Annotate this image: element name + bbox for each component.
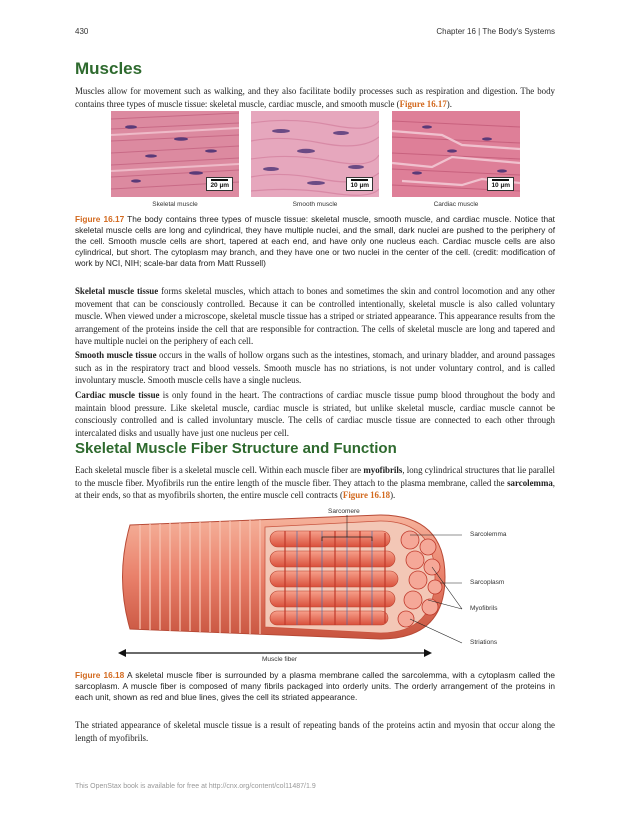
- scale-bar: 10 µm: [487, 177, 514, 191]
- sarcomere-label: Sarcomere: [328, 508, 360, 515]
- figure-16-18-link[interactable]: Figure 16.18: [342, 490, 391, 501]
- muscle-fiber-diagram: [110, 505, 520, 665]
- muscle-fiber-label: Muscle fiber: [262, 656, 298, 663]
- skeletal-muscle-label: Skeletal muscle: [152, 201, 198, 208]
- chapter-title: Chapter 16 | The Body's Systems: [436, 27, 555, 36]
- muscles-intro: Muscles allow for movement such as walking, and they also facilitate bodily processes such as respiration and digestion. The body contains three types of muscle tissue: skeletal muscle, cardiac muscle, and smooth muscle (Figure 16.17).: [75, 86, 555, 109]
- skeletal-muscle-micrograph: [111, 111, 239, 197]
- cardiac-muscle-paragraph: Cardiac muscle tissue is only found in the heart. The contractions of cardiac muscle tissue pump blood throughout the body and maintain blood pressure. Like skeletal muscle, cardiac muscle is striated, but unlike skeletal muscle, cardiac muscle cannot be consciously controlled and is called involuntary muscle. The cells of cardiac muscle tissue are connected to each other through intercalated disks and usually have just one nucleus per cell.: [75, 390, 555, 438]
- smooth-muscle-label: Smooth muscle: [292, 201, 338, 208]
- myofibrils-label: Myofibrils: [470, 605, 498, 612]
- scale-bar: 10 µm: [346, 177, 373, 191]
- muscles-heading: Muscles: [75, 59, 143, 78]
- sarcoplasm-label: Sarcoplasm: [470, 579, 505, 586]
- sarcolemma-label: Sarcolemma: [470, 531, 507, 538]
- cardiac-muscle-micrograph: [392, 111, 520, 197]
- fiber-section-heading: Skeletal Muscle Fiber Structure and Function: [75, 440, 397, 457]
- footer-credit: This OpenStax book is available for free at http://cnx.org/content/col11487/1.9: [75, 783, 316, 790]
- smooth-muscle-micrograph: [251, 111, 379, 197]
- page-number: 430: [75, 27, 89, 36]
- fiber-section-paragraph: Each skeletal muscle fiber is a skeletal muscle cell. Within each muscle fiber are myofibrils, long cylindrical structures that lie parallel to the muscle fiber. Myofibrils run the entire length of the muscle fiber. They attach to the plasma membrane, called the sarcolemma, at their ends, so that as myofibrils shorten, the entire muscle cell contracts (Figure 16.18).: [75, 465, 555, 501]
- cardiac-muscle-label: Cardiac muscle: [433, 201, 479, 208]
- striations-label: Striations: [470, 639, 498, 646]
- figure-16-17-caption: Figure 16.17 The body contains three types of muscle tissue: skeletal muscle, smooth muscle, and cardiac muscle. Notice that skeletal muscle cells are long and cylindrical, they have multiple nuclei, and the small, dark nuclei are pushed to the periphery of the cell. Smooth muscle cells are short, tapered at each end, and have only one nucleus each. Cardiac muscle cells are also cylindrical, but short. The cytoplasm may branch, and they have one or two nuclei in the center of the cell. (credit: modification of work by NCI, NIH; scale-bar data from Matt Russell): [75, 214, 555, 268]
- smooth-muscle-paragraph: Smooth muscle tissue occurs in the walls of hollow organs such as the intestines, stomach, and urinary bladder, and around passages such as in the respiratory tract and blood vessels. Smooth muscle has no striations, is not under voluntary control, and is called involuntary muscle. Smooth muscle cells have a single nucleus.: [75, 350, 555, 386]
- figure-16-18-caption: Figure 16.18 A skeletal muscle fiber is surrounded by a plasma membrane called the sarcolemma, with a cytoplasm called the sarcoplasm. A muscle fiber is composed of many fibrils packaged into orderly units. The orderly arrangement of the proteins in each unit, shown as red and blue lines, gives the cell its striated appearance.: [75, 670, 555, 702]
- closing-paragraph: The striated appearance of skeletal muscle tissue is a result of repeating bands of the proteins actin and myosin that occur along the length of myofibrils.: [75, 720, 555, 743]
- scale-bar: 20 µm: [206, 177, 233, 191]
- figure-16-17-link[interactable]: Figure 16.17: [399, 98, 447, 109]
- skeletal-muscle-paragraph: Skeletal muscle tissue forms skeletal muscles, which attach to bones and sometimes the skin and control locomotion and any other movement that can be consciously controlled. Because it can be controlled intentionally, skeletal muscle is also called voluntary muscle. When viewed under a microscope, skeletal muscle tissue has a striped or striated appearance. This appearance results from the arrangement of the proteins inside the cell that are responsible for contraction. The cells of skeletal muscle are long and tapered and have multiple nuclei on the periphery of each cell.: [75, 286, 556, 347]
